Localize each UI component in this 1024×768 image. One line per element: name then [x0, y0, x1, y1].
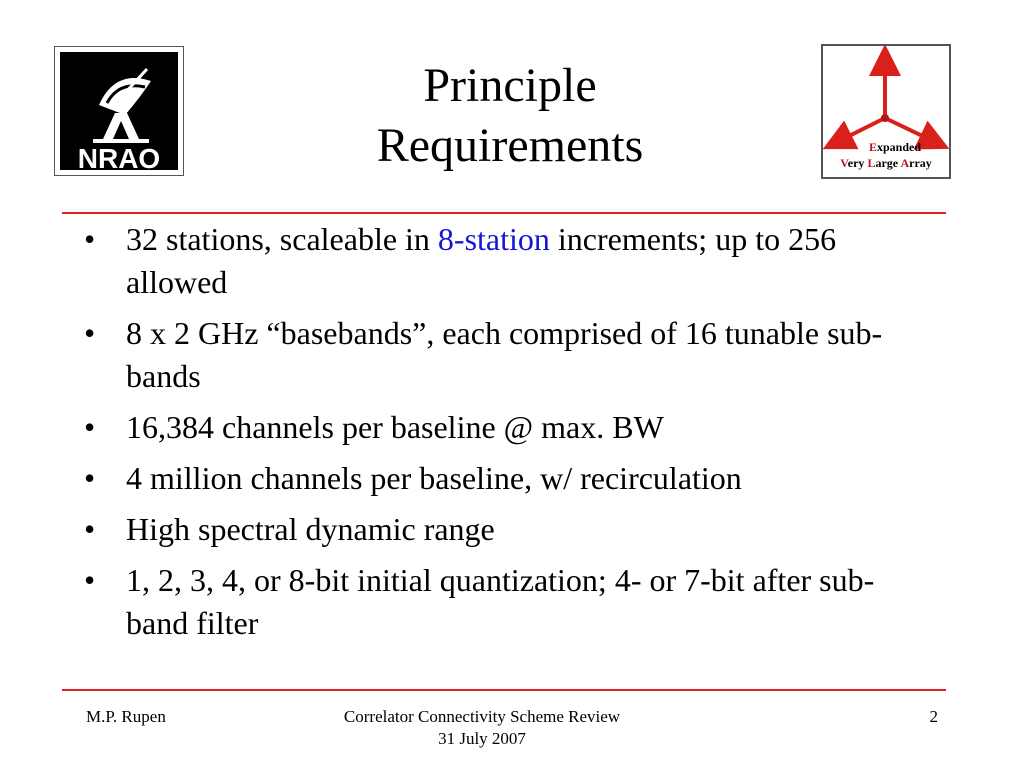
- list-item: • 4 million channels per baseline, w/ recirculation: [84, 457, 924, 500]
- bullet-marker: •: [84, 511, 96, 547]
- list-item: • 8 x 2 GHz “basebands”, each comprised of 16 tunable sub-bands: [84, 312, 924, 398]
- footer-event-title: Correlator Connectivity Scheme Review: [343, 707, 621, 726]
- list-item: • 32 stations, scaleable in 8-station increments; up to 256 allowed: [84, 218, 924, 304]
- list-item: • 1, 2, 3, 4, or 8-bit initial quantization; 4- or 7-bit after sub-band filter: [84, 559, 924, 645]
- evla-logo-line2: Very Large Array: [840, 156, 932, 170]
- bullet-marker: •: [84, 562, 96, 598]
- highlighted-term: 8-station: [437, 221, 550, 257]
- bullet-marker: •: [84, 409, 96, 445]
- evla-logo-line1: Expanded: [868, 140, 922, 154]
- footer-event: [282, 706, 682, 750]
- nrao-logo: [54, 46, 184, 176]
- page-number: 2: [929, 707, 938, 726]
- evla-logo: [821, 44, 951, 179]
- footer-author: M.P. Rupen: [86, 707, 166, 726]
- bullet-marker: •: [84, 315, 96, 351]
- radio-telescope-icon: [55, 47, 185, 177]
- slide-title-line2: Requirements: [376, 119, 644, 172]
- nrao-logo-text: NRAO: [77, 143, 161, 174]
- bullet-marker: •: [84, 460, 96, 496]
- list-item: • 16,384 channels per baseline @ max. BW: [84, 406, 924, 449]
- bottom-divider: [62, 689, 946, 691]
- slide-title-line1: Principle: [423, 59, 597, 112]
- slide-title: [260, 56, 760, 176]
- top-divider: [62, 212, 946, 214]
- requirements-list: [84, 218, 924, 653]
- footer-date: 31 July 2007: [438, 729, 526, 748]
- list-item: • High spectral dynamic range: [84, 508, 924, 551]
- bullet-marker: •: [84, 221, 96, 257]
